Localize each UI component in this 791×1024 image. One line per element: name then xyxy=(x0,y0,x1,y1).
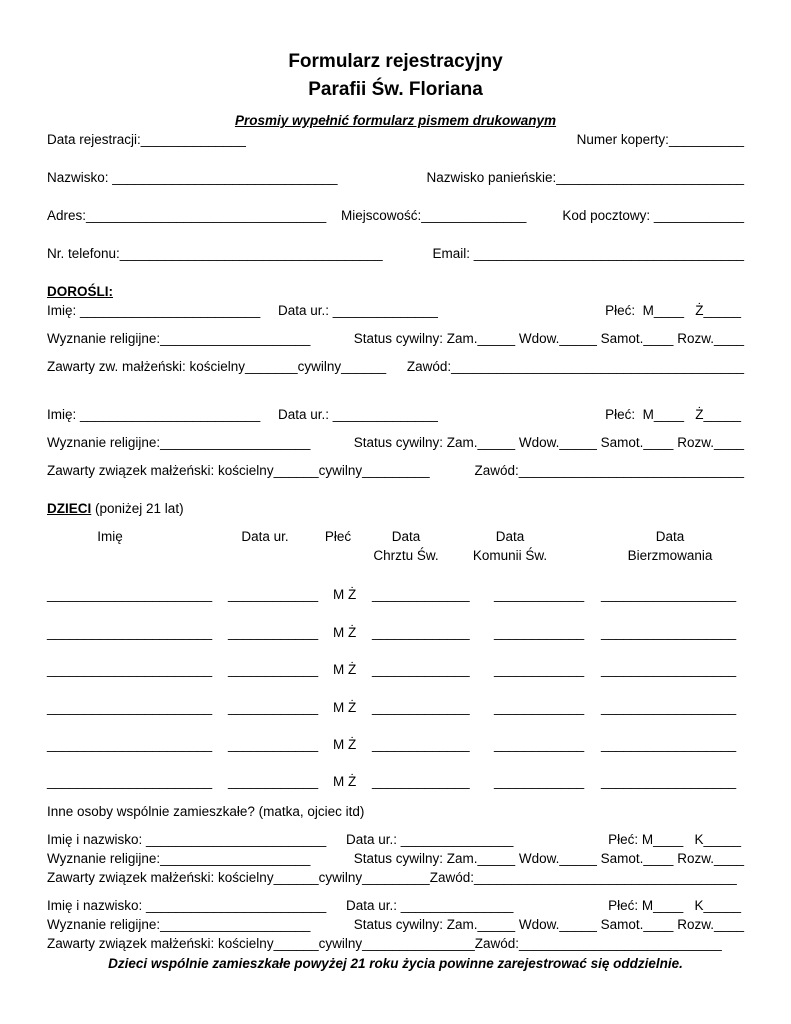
col-header-dob: Data ur. xyxy=(241,529,289,544)
child-confirmation-field[interactable]: __________________ xyxy=(601,625,737,640)
children-heading-row xyxy=(47,501,184,517)
person2-gender-field[interactable]: Płeć: M____ K_____ xyxy=(608,898,741,913)
adult1-religion-field[interactable]: Wyznanie religijne:____________________ xyxy=(47,331,311,346)
child-gender-field[interactable]: M Ż xyxy=(333,662,357,677)
child-communion-field[interactable]: ____________ xyxy=(494,625,585,640)
child-name-field[interactable]: ______________________ xyxy=(47,587,213,602)
children-heading: DZIECI xyxy=(47,501,92,516)
parish-name: Parafii Św. Floriana xyxy=(308,79,483,100)
adult2-occupation-field[interactable]: Zawód:______________________________ xyxy=(474,463,744,478)
adult2-religion-field[interactable]: Wyznanie religijne:____________________ xyxy=(47,435,311,450)
child-dob-field[interactable]: ____________ xyxy=(228,587,319,602)
person2-name-field[interactable]: Imię i nazwisko: ________________________ xyxy=(47,898,327,913)
col-header-gender: Płeć xyxy=(324,529,352,544)
envelope-number-field[interactable]: Numer koperty:__________ xyxy=(576,132,744,147)
adult1-gender-field[interactable]: Płeć: M____ Ż_____ xyxy=(605,303,741,318)
adult1-status-field[interactable]: Status cywilny: Zam._____ Wdow._____ Samot.____ Rozw.____ xyxy=(353,331,744,346)
col-header-baptism-1: Data xyxy=(391,529,421,544)
col-header-baptism-2: Chrztu Św. xyxy=(373,548,439,563)
adult1-occupation-field[interactable]: Zawód:_______________________________________ xyxy=(406,359,744,374)
child-dob-field[interactable]: ____________ xyxy=(228,737,319,752)
person2-marriage-field[interactable]: Zawarty związek małżeński: kościelny______cywilny_______________Zawód:___________________________ xyxy=(47,936,722,951)
other-residents-heading: Inne osoby wspólnie zamieszkałe? (matka, ojciec itd) xyxy=(47,804,365,819)
child-name-field[interactable]: ______________________ xyxy=(47,662,213,677)
child-name-field[interactable]: ______________________ xyxy=(47,625,213,640)
adult2-dob-field[interactable]: Data ur.: ______________ xyxy=(278,407,438,422)
footer-note: Dzieci wspólnie zamieszkałe powyżej 21 roku życia powinne zarejestrować się oddzielnie. xyxy=(108,956,683,971)
adult1-name-field[interactable]: Imię: ________________________ xyxy=(47,303,261,318)
child-communion-field[interactable]: ____________ xyxy=(494,587,585,602)
adult2-name-field[interactable]: Imię: ________________________ xyxy=(47,407,261,422)
person1-name-field[interactable]: Imię i nazwisko: ________________________ xyxy=(47,832,327,847)
postal-code-field[interactable]: Kod pocztowy: ____________ xyxy=(562,208,744,223)
maiden-name-field[interactable]: Nazwisko panieńskie:_________________________ xyxy=(426,170,744,185)
adult2-gender-field[interactable]: Płeć: M____ Ż_____ xyxy=(605,407,741,422)
child-communion-field[interactable]: ____________ xyxy=(494,662,585,677)
adults-heading: DOROŚLI: xyxy=(47,284,113,299)
instruction-text: Prosmiy wypełnić formularz pismem drukowanym xyxy=(234,113,557,128)
adult2-marriage-field[interactable]: Zawarty związek małżeński: kościelny______cywilny_________ xyxy=(47,463,430,478)
person2-status-field[interactable]: Status cywilny: Zam._____ Wdow._____ Samot.____ Rozw.____ xyxy=(353,917,744,932)
child-name-field[interactable]: ______________________ xyxy=(47,774,213,789)
child-confirmation-field[interactable]: __________________ xyxy=(601,774,737,789)
child-dob-field[interactable]: ____________ xyxy=(228,700,319,715)
child-confirmation-field[interactable]: __________________ xyxy=(601,662,737,677)
city-field[interactable]: Miejscowość:______________ xyxy=(341,208,527,223)
person2-religion-field[interactable]: Wyznanie religijne:____________________ xyxy=(47,917,311,932)
child-communion-field[interactable]: ____________ xyxy=(494,737,585,752)
child-gender-field[interactable]: M Ż xyxy=(333,774,357,789)
child-baptism-field[interactable]: _____________ xyxy=(372,587,470,602)
phone-field[interactable]: Nr. telefonu:___________________________________ xyxy=(47,246,383,261)
col-header-communion-1: Data xyxy=(495,529,525,544)
child-gender-field[interactable]: M Ż xyxy=(333,700,357,715)
child-communion-field[interactable]: ____________ xyxy=(494,774,585,789)
child-dob-field[interactable]: ____________ xyxy=(228,774,319,789)
person2-dob-field[interactable]: Data ur.: _______________ xyxy=(346,898,514,913)
child-baptism-field[interactable]: _____________ xyxy=(372,700,470,715)
child-baptism-field[interactable]: _____________ xyxy=(372,774,470,789)
registration-date-field[interactable]: Data rejestracji:______________ xyxy=(47,132,246,147)
child-confirmation-field[interactable]: __________________ xyxy=(601,587,737,602)
child-name-field[interactable]: ______________________ xyxy=(47,737,213,752)
email-field[interactable]: Email: ____________________________________ xyxy=(432,246,744,261)
col-header-name: Imię xyxy=(97,529,123,544)
child-communion-field[interactable]: ____________ xyxy=(494,700,585,715)
child-gender-field[interactable]: M Ż xyxy=(333,625,357,640)
adult2-status-field[interactable]: Status cywilny: Zam._____ Wdow._____ Samot.____ Rozw.____ xyxy=(353,435,744,450)
child-gender-field[interactable]: M Ż xyxy=(333,737,357,752)
children-heading-note: (poniżej 21 lat) xyxy=(91,501,184,516)
child-baptism-field[interactable]: _____________ xyxy=(372,737,470,752)
child-confirmation-field[interactable]: __________________ xyxy=(601,700,737,715)
child-gender-field[interactable]: M Ż xyxy=(333,587,357,602)
child-baptism-field[interactable]: _____________ xyxy=(372,625,470,640)
child-dob-field[interactable]: ____________ xyxy=(228,662,319,677)
col-header-communion-2: Komunii Św. xyxy=(472,548,548,563)
person1-gender-field[interactable]: Płeć: M____ K_____ xyxy=(608,832,741,847)
adult1-dob-field[interactable]: Data ur.: ______________ xyxy=(278,303,438,318)
child-confirmation-field[interactable]: __________________ xyxy=(601,737,737,752)
person1-marriage-field[interactable]: Zawarty związek małżeński: kościelny______cywilny_________Zawód:___________________________________ xyxy=(47,870,737,885)
child-name-field[interactable]: ______________________ xyxy=(47,700,213,715)
child-dob-field[interactable]: ____________ xyxy=(228,625,319,640)
col-header-confirmation-2: Bierzmowania xyxy=(627,548,713,563)
surname-field[interactable]: Nazwisko: ______________________________ xyxy=(47,170,338,185)
adult1-marriage-field[interactable]: Zawarty zw. małżeński: kościelny_______cywilny______ xyxy=(47,359,387,374)
form-title: Formularz rejestracyjny xyxy=(288,51,503,72)
child-baptism-field[interactable]: _____________ xyxy=(372,662,470,677)
col-header-confirmation-1: Data xyxy=(655,529,685,544)
person1-religion-field[interactable]: Wyznanie religijne:____________________ xyxy=(47,851,311,866)
person1-status-field[interactable]: Status cywilny: Zam._____ Wdow._____ Samot.____ Rozw.____ xyxy=(353,851,744,866)
person1-dob-field[interactable]: Data ur.: _______________ xyxy=(346,832,514,847)
address-field[interactable]: Adres:________________________________ xyxy=(47,208,327,223)
